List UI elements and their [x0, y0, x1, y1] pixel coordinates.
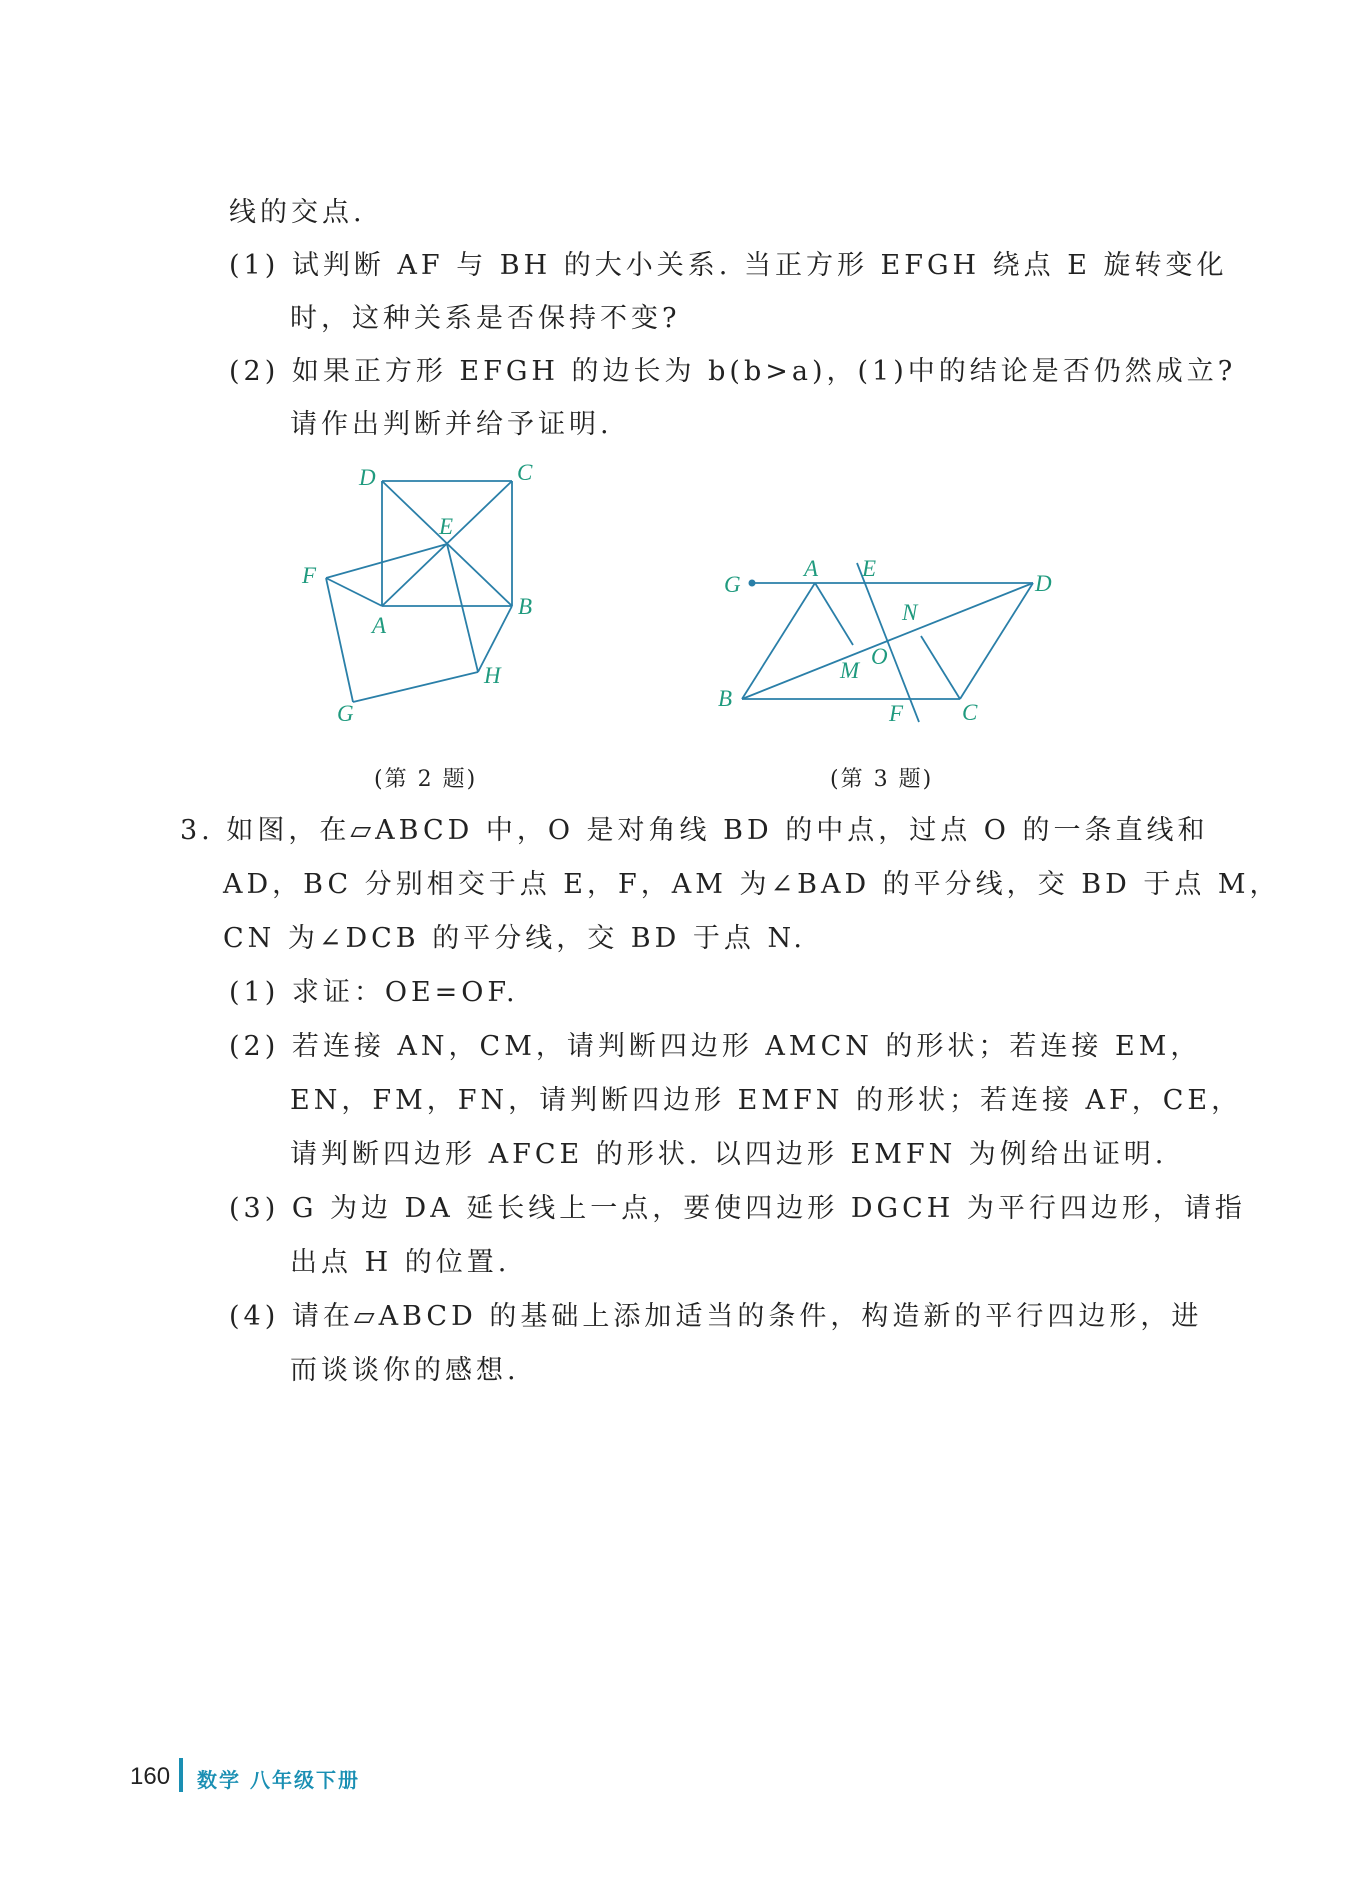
- fig2-segment-HG: [353, 672, 478, 702]
- fig3-side-CD: [960, 583, 1033, 699]
- page-number: 160: [130, 1763, 171, 1790]
- sub-question-3-line-1: (3) G 为边 DA 延长线上一点，要使四边形 DGCH 为平行四边形，请指: [229, 1193, 1246, 1224]
- fig2-label-F: F: [302, 563, 317, 588]
- question-1-line-2: 时，这种关系是否保持不变?: [290, 303, 681, 334]
- fig3-label-O: O: [871, 644, 888, 669]
- fig3-label-D: D: [1035, 571, 1052, 596]
- fig2-label-B: B: [518, 594, 533, 619]
- fig3-label-G: G: [724, 572, 741, 597]
- footer-book-title: 数学 八年级下册: [197, 1768, 360, 1792]
- figure-2-diagram: [290, 450, 580, 740]
- fig2-segment-EH: [447, 544, 478, 672]
- problem-3-line-2: AD，BC 分别相交于点 E，F，AM 为∠BAD 的平分线，交 BD 于点 M，: [223, 869, 1281, 900]
- fig2-segment-FA: [326, 578, 382, 606]
- figure-3-diagram: [705, 540, 1065, 730]
- sub-question-4-line-2: 而谈谈你的感想.: [290, 1355, 520, 1386]
- fig3-bisector-AM: [815, 583, 853, 645]
- problem-3-line-1: 3. 如图，在▱ABCD 中，O 是对角线 BD 的中点，过点 O 的一条直线和: [180, 815, 1209, 846]
- figure-2-caption: (第 2 题): [374, 767, 478, 792]
- question-2-line-1: (2) 如果正方形 EFGH 的边长为 b(b>a)，(1)中的结论是否仍然成立?: [229, 356, 1237, 387]
- fig3-bisector-CN: [921, 636, 960, 699]
- sub-question-2-line-1: (2) 若连接 AN，CM，请判断四边形 AMCN 的形状；若连接 EM，: [229, 1031, 1202, 1062]
- fig2-label-A: A: [372, 613, 387, 638]
- question-1-line-1: (1) 试判断 AF 与 BH 的大小关系. 当正方形 EFGH 绕点 E 旋转变化: [229, 250, 1228, 281]
- footer-divider: [179, 1758, 183, 1792]
- fig3-label-E: E: [862, 556, 877, 581]
- problem-3-line-3: CN 为∠DCB 的平分线，交 BD 于点 N.: [223, 923, 806, 954]
- sub-question-1: (1) 求证：OE=OF.: [229, 977, 519, 1008]
- fig2-segment-GF: [326, 578, 353, 702]
- fig2-label-D: D: [359, 465, 376, 490]
- fig3-point-G: [749, 580, 756, 587]
- text-line-1: 线的交点.: [229, 197, 366, 228]
- fig3-label-M: M: [840, 658, 860, 683]
- fig3-label-C: C: [962, 700, 978, 725]
- fig2-label-G: G: [337, 701, 354, 726]
- fig3-side-AB: [742, 583, 815, 699]
- sub-question-2-line-3: 请判断四边形 AFCE 的形状. 以四边形 EMFN 为例给出证明.: [290, 1139, 1168, 1170]
- figure-3-caption: (第 3 题): [830, 767, 934, 792]
- fig3-label-B: B: [718, 686, 733, 711]
- fig2-label-C: C: [517, 460, 533, 485]
- sub-question-2-line-2: EN，FM，FN，请判断四边形 EMFN 的形状；若连接 AF，CE，: [290, 1085, 1243, 1116]
- sub-question-3-line-2: 出点 H 的位置.: [290, 1247, 511, 1278]
- fig2-label-E: E: [439, 514, 454, 539]
- sub-question-4-line-1: (4) 请在▱ABCD 的基础上添加适当的条件，构造新的平行四边形，进: [229, 1301, 1203, 1332]
- fig2-label-H: H: [484, 663, 501, 688]
- fig3-label-N: N: [902, 600, 918, 625]
- fig3-label-A: A: [804, 556, 819, 581]
- question-2-line-2: 请作出判断并给予证明.: [290, 409, 613, 440]
- fig3-label-F: F: [889, 701, 904, 726]
